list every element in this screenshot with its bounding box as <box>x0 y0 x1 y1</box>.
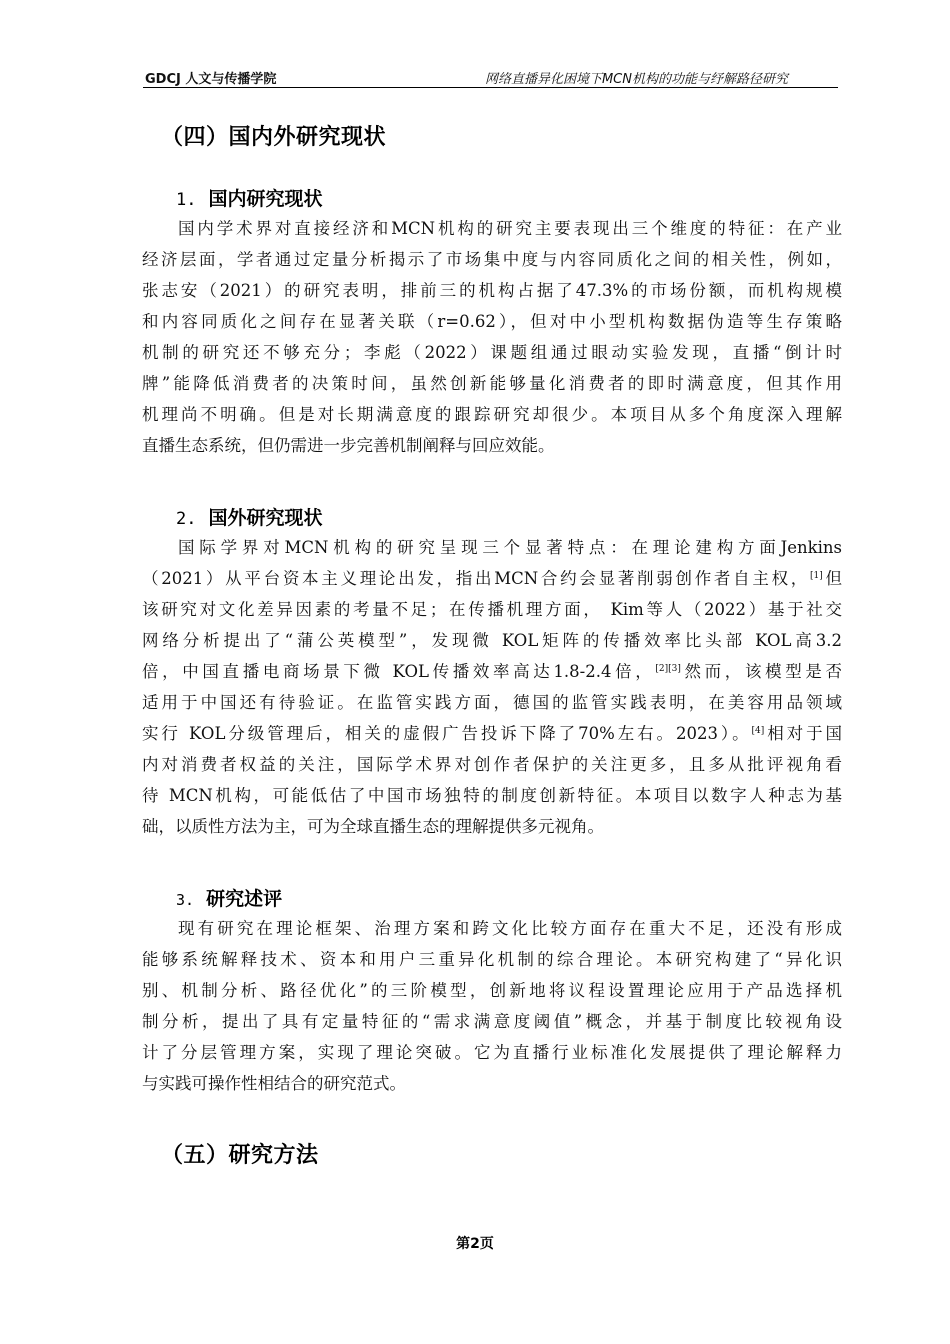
citation-ref: [1] <box>810 571 823 581</box>
text-line: 机理尚不明确。但是对长期满意度的跟踪研究却很少。本项目从多个角度深入理解 <box>142 405 842 424</box>
subheading-title: 研究述评 <box>206 888 283 910</box>
subheading-number: 1. <box>176 190 197 210</box>
subheading-number: 2. <box>176 509 197 529</box>
paragraph-domestic <box>142 213 842 461</box>
text-line: 经济层面，学者通过定量分析揭示了市场集中度与内容同质化之间的相关性，例如， <box>142 250 842 269</box>
header-rule <box>143 87 838 88</box>
citation-ref: [2][3] <box>655 664 681 674</box>
page-number: 第2页 <box>456 1236 494 1252</box>
section-heading-5: （五）研究方法 <box>161 1143 319 1168</box>
paragraph-review <box>142 913 842 1099</box>
subheading-number: 3. <box>176 891 195 909</box>
text-line: 制分析，提出了具有定量特征的“需求满意度阈值”概念，并基于制度比较视角设 <box>142 1012 842 1031</box>
text-line: 适用于中国还有待验证。在监管实践方面，德国的监管实践表明，在美容用品领域 <box>142 693 842 712</box>
text-line: 能够系统解释技术、资本和用户三重异化机制的综合理论。本研究构建了“异化识 <box>142 950 842 969</box>
header-left: GDCJ 人文与传播学院 <box>145 72 277 87</box>
text-line: 该研究对文化差异因素的考量不足；在传播机理方面， Kim等人（2022）基于社交 <box>142 600 842 619</box>
text-line: 国际学界对MCN机构的研究呈现三个显著特点：在理论建构方面Jenkins <box>178 538 842 557</box>
subheading-foreign <box>176 503 323 530</box>
text-line: 实行 KOL分级管理后，相关的虚假广告投诉下降了70%左右。2023）。[4]相对于国 <box>142 724 842 743</box>
text-line: 机制的研究还不够充分；李彪（2022）课题组通过眼动实验发现，直播“倒计时 <box>142 343 842 362</box>
text-line: 直播生态系统，但仍需进一步完善机制阐释与回应效能。 <box>142 436 555 455</box>
citation-ref: [4] <box>751 726 765 736</box>
text-line: 础，以质性方法为主，可为全球直播生态的理解提供多元视角。 <box>142 817 604 836</box>
text-line: 待 MCN机构，可能低估了中国市场独特的制度创新特征。本项目以数字人种志为基 <box>142 786 842 805</box>
subheading-title: 国外研究现状 <box>208 507 323 529</box>
subheading-title: 国内研究现状 <box>208 188 323 210</box>
header-right: 网络直播异化困境下MCN机构的功能与纾解路径研究 <box>484 72 788 87</box>
text-line: 网络分析提出了“蒲公英模型”，发现微 KOL矩阵的传播效率比头部 KOL高3.2 <box>142 631 842 650</box>
text-line: 和内容同质化之间存在显著关联（r=0.62），但对中小型机构数据伪造等生存策略 <box>142 312 842 331</box>
paragraph-foreign <box>142 532 842 842</box>
text-line: 现有研究在理论框架、治理方案和跨文化比较方面存在重大不足，还没有形成 <box>178 919 842 938</box>
text-line: 国内学术界对直接经济和MCN机构的研究主要表现出三个维度的特征：在产业 <box>178 219 842 238</box>
text-line: 计了分层管理方案，实现了理论突破。它为直播行业标准化发展提供了理论解释力 <box>142 1043 842 1062</box>
text-line: 与实践可操作性相结合的研究范式。 <box>142 1074 406 1093</box>
subheading-domestic <box>176 184 323 211</box>
text-line: 张志安（2021）的研究表明，排前三的机构占据了47.3%的市场份额，而机构规模 <box>142 281 842 300</box>
text-line: 牌”能降低消费者的决策时间，虽然创新能够量化消费者的即时满意度，但其作用 <box>142 374 842 393</box>
text-line: 倍，中国直播电商场景下微 KOL传播效率高达1.8-2.4倍，[2][3]然而，该模型是否 <box>142 662 842 681</box>
text-line: 别、机制分析、路径优化”的三阶模型，创新地将议程设置理论应用于产品选择机 <box>142 981 842 1000</box>
subheading-review <box>176 884 282 911</box>
text-line: （2021）从平台资本主义理论出发，指出MCN合约会显著削弱创作者自主权，[1]但 <box>142 569 842 588</box>
text-line: 内对消费者权益的关注，国际学术界对创作者保护的关注更多，且多从批评视角看 <box>142 755 842 774</box>
section-heading-4: （四）国内外研究现状 <box>161 125 387 150</box>
